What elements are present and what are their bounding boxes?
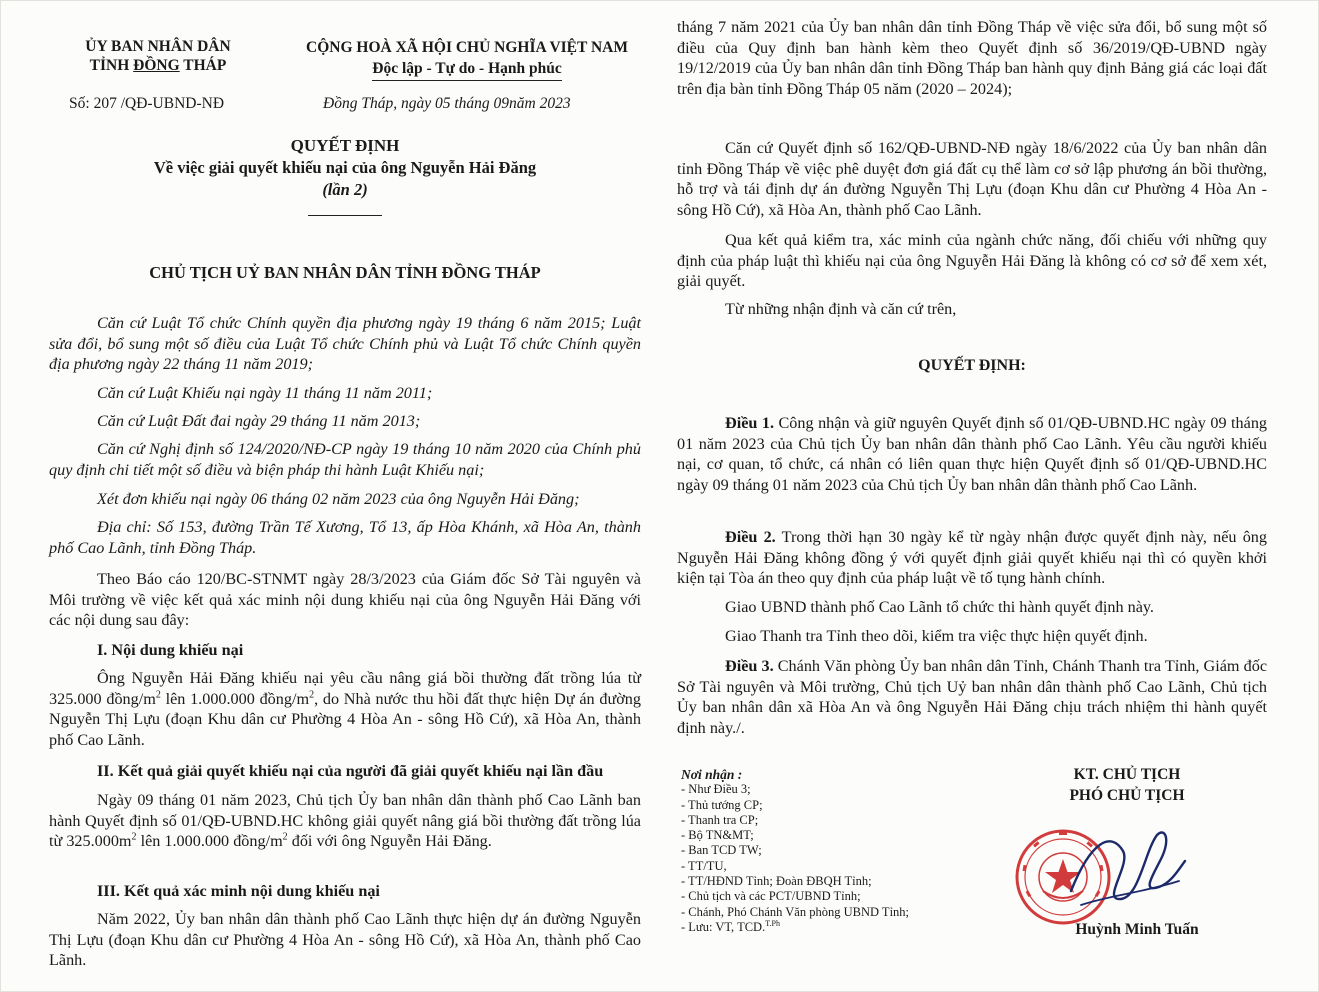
signer-authority: KT. CHỦ TỊCH [1073,766,1181,783]
section-3-heading: III. Kết quả xác minh nội dung khiếu nại [97,882,380,900]
recipient-archive-initials: T.Ph [765,918,780,928]
basis-6: Địa chỉ: Số 153, đường Trần Tế Xương, Tổ 13, ấp Hòa Khánh, xã Hòa An, thành phố Cao Lãnh, tỉnh Đồng Tháp. [49,518,641,557]
article-1 [677,413,1267,495]
article-1-text: Công nhận và giữ nguyên Quyết định số 01/QĐ-UBND.HC ngày 09 tháng 01 năm 2023 của Chủ tịch Ủy ban nhân dân thành phố Cao Lãnh. Yêu cầu người khiếu nại, cơ quan, tổ chức, cá nhân có liên quan thực hiện Quyết định số 01/QĐ-UBND.HC ngày 09 tháng 01 năm 2023 của Chủ tịch Ủy ban nhân dân thành phố Cao Lãnh. [677,414,1268,494]
basis-price-decision: Căn cứ Quyết định số 162/QĐ-UBND-NĐ ngày 18/6/2022 của Ủy ban nhân dân tỉnh Đồng Tháp về việc phê duyệt đơn giá đất cụ thể làm cơ sở lập phương án bồi thường, hỗ trợ và tái định dự án đường Nguyễn Thị Lựu (đoạn Khu dân cư Phường 4 Hòa An - sông Hồ Cứ), xã Hòa An, thành phố Cao Lãnh. [677,139,1267,219]
signer-position: PHÓ CHỦ TỊCH [1069,787,1185,804]
article-3 [677,656,1267,738]
place-date-month-label: tháng [450,95,494,112]
document-round [49,180,641,200]
basis-continued: tháng 7 năm 2021 của Ủy ban nhân dân tỉnh Đồng Tháp về việc sửa đổi, bổ sung một số điều của Quy định ban hành kèm theo Quyết định số 36/2019/QĐ-UBND ngày 19/12/2019 của Ủy ban nhân dân tỉnh Đồng Tháp ban hành quy định Bảng giá các loại đất trên địa bàn tỉnh Đồng Tháp 05 năm (2020 – 2024); [677,18,1267,98]
article-3-label: Điều 3. [725,657,774,675]
place-date-prefix: Đồng Tháp, ngày [323,95,435,112]
document-type: QUYẾT ĐỊNH [290,136,400,155]
recipient-item: - Bộ TN&MT; [681,828,754,843]
assignment-1: Giao UBND thành phố Cao Lãnh tổ chức thi hành quyết định này. [725,598,1154,616]
document-number-value: 207 [93,95,117,112]
signer-name: Huỳnh Minh Tuấn [1075,921,1199,938]
recipient-item: - Thanh tra CP; [681,812,759,827]
basis-2: Căn cứ Luật Khiếu nại ngày 11 tháng 11 năm 2011; [97,384,433,402]
basis-3: Căn cứ Luật Đất đai ngày 29 tháng 11 năm 2013; [97,412,421,430]
nation-name: CỘNG HOÀ XÃ HỘI CHỦ NGHĨA VIỆT NAM [306,39,628,56]
recipient-item: - Ban TCD TW; [681,843,762,858]
document-number [69,95,224,113]
section-2-heading: II. Kết quả giải quyết khiếu nại của người đã giải quyết khiếu nại lần đầu [97,762,604,780]
basis-4: Căn cứ Nghị định số 124/2020/NĐ-CP ngày 19 tháng 10 năm 2020 của Chính phủ quy định chi tiết một số điều và biện pháp thi hành Luật Khiếu nại; [49,440,641,479]
recipient-item [681,920,909,935]
issuing-agency [63,37,253,75]
section-2-sup-2: 2 [282,831,288,843]
article-2-text: Trong thời hạn 30 ngày kể từ ngày nhận được quyết định này, nếu ông Nguyễn Hải Đăng không đồng ý với quyết định giải quyết khiếu nại thì có quyền khởi kiện tại Tòa án theo quy định của pháp luật về tố tụng hành chính. [677,528,1267,587]
conclusion-lead: Từ những nhận định và căn cứ trên, [725,300,957,318]
section-1-text-b: lên 1.000.000 đồng/m [160,689,310,708]
agency-line-1: ỦY BAN NHÂN DÂN [85,38,231,55]
section-1-text-c: , do Nhà nước thu hồi đất thực hiện Dự án đường Nguyễn Thị Lựu (đoạn Khu dân cư Phường 4 Hòa An - sông Hồ Cứ), xã Hòa An, thành phố Cao Lãnh. [49,689,641,749]
decide-heading: QUYẾT ĐỊNH: [918,357,1026,374]
recipient-item: - TT/TU, [681,858,727,873]
section-1-sup-2: 2 [309,689,315,701]
section-2-body [49,790,641,852]
section-1-sup-1: 2 [155,689,161,701]
section-2-sup-1: 2 [131,831,137,843]
recipient-item: - Như Điều 3; [681,782,751,797]
place-date-day: 05 [434,95,451,112]
document-round-text: (lần 2) [322,180,368,199]
agency-province-label: TỈNH [89,57,134,74]
issuer-title: CHỦ TỊCH UỶ BAN NHÂN DÂN TỈNH ĐỒNG THÁP [149,263,541,282]
section-1-heading: I. Nội dung khiếu nại [97,641,244,659]
place-date-month: 09 [493,95,510,112]
recipient-item: - Thủ tướng CP; [681,797,763,812]
report-paragraph: Theo Báo cáo 120/BC-STNMT ngày 28/3/2023 của Giám đốc Sở Tài nguyên và Môi trường về việc kết quả xác minh nội dung khiếu nại của ông Nguyễn Hải Đăng với các nội dung sau đây: [49,570,641,629]
place-date [323,95,571,113]
recipient-item: - Chủ tịch và các PCT/UBND Tỉnh; [681,889,861,904]
national-motto: Độc lập - Tự do - Hạnh phúc [372,58,561,81]
section-2-text-a: Ngày 09 tháng 01 năm 2023, Chủ tịch Ủy ban nhân dân thành phố Cao Lãnh ban hành Quyết định số 01/QĐ-UBND.HC không giải quyết nâng giá bồi thường đất trồng lúa từ 325.000m [49,791,641,850]
document-number-label: Số: [69,95,94,112]
title-divider [308,215,382,216]
recipient-archive: - Lưu: VT, TCD. [681,919,766,934]
handwritten-signature-icon [1061,821,1191,917]
recipients-title: Nơi nhận : [681,767,743,782]
section-2-text-c: đối với ông Nguyễn Hải Đăng. [287,832,492,850]
article-2 [677,527,1267,589]
signature-block [1037,764,1217,806]
section-2-text-b: lên 1.000.000 đồng/m [136,832,283,850]
place-date-year: năm 2023 [509,95,571,112]
section-1-body [49,668,641,750]
article-3-text: Chánh Văn phòng Ủy ban nhân dân Tỉnh, Chánh Thanh tra Tỉnh, Giám đốc Sở Tài nguyên và Môi trường, Chủ tịch Uỷ ban nhân dân thành phố Cao Lãnh, Chủ tịch Ủy ban nhân dân xã Hòa An và ông Nguyễn Hải Đăng chịu trách nhiệm thi hành quyết định này./. [677,657,1268,737]
article-1-label: Điều 1. [725,414,775,432]
assessment-paragraph: Qua kết quả kiểm tra, xác minh của ngành chức năng, đối chiếu với những quy định của pháp luật thì khiếu nại của ông Nguyễn Hải Đăng là không có cơ sở để xem xét, giải quyết. [677,231,1267,290]
article-2-label: Điều 2. [725,528,776,546]
recipient-item: - Chánh, Phó Chánh Văn phòng UBND Tỉnh; [681,904,910,919]
document-subject: Về việc giải quyết khiếu nại của ông Nguyễn Hải Đăng [153,158,537,177]
section-3-body: Năm 2022, Ủy ban nhân dân thành phố Cao Lãnh thực hiện dự án đường Nguyễn Thị Lựu (đoạn Khu dân cư Phường 4 Hòa An - sông Hồ Cứ), xã Hòa An, thành phố Cao Lãnh. [49,910,641,969]
recipient-item: - TT/HĐND Tỉnh; Đoàn ĐBQH Tỉnh; [681,874,872,889]
document-number-suffix: /QĐ-UBND-NĐ [116,95,225,112]
national-header [283,37,651,81]
agency-province-rest: THÁP [179,57,227,74]
assignment-2: Giao Thanh tra Tỉnh theo dõi, kiểm tra việc thực hiện quyết định. [725,627,1148,645]
recipients-list [681,767,909,935]
agency-province-underlined: ĐỒNG [133,57,180,74]
basis-1: Căn cứ Luật Tổ chức Chính quyền địa phương ngày 19 tháng 6 năm 2015; Luật sửa đổi, bổ sung một số điều của Luật Tổ chức Chính phủ và Luật Tổ chức Chính quyền địa phương ngày 22 tháng 11 năm 2019; [49,314,641,373]
section-1-text-a: Ông Nguyễn Hải Đăng khiếu nại yêu cầu nâng giá bồi thường đất trồng lúa từ 325.000 đồng/m [49,669,641,708]
basis-5: Xét đơn khiếu nại ngày 06 tháng 02 năm 2023 của ông Nguyễn Hải Đăng; [97,490,580,508]
agency-line-2 [63,56,253,75]
